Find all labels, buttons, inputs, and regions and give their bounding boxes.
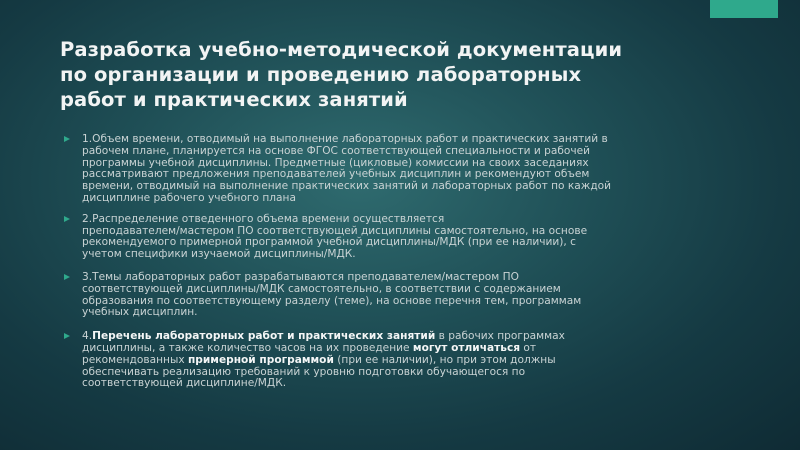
bullet-text: 4. bbox=[82, 330, 93, 343]
bullet-line: 1.Объем времени, отводимый на выполнение лабораторных работ и практических занятий в bbox=[82, 133, 608, 145]
bullet-item-1 bbox=[82, 134, 662, 205]
bullet-text: от bbox=[520, 341, 537, 354]
bullet-text: рекомендованных bbox=[82, 353, 188, 366]
bullet-line bbox=[82, 355, 662, 367]
slide-title bbox=[60, 37, 700, 112]
title-line: работ и практических занятий bbox=[60, 88, 408, 111]
bullet-line: 2.Распределение отведенного объема времени осуществляется bbox=[82, 212, 445, 225]
bullet-bold-text: Перечень лабораторных работ и практических занятий bbox=[92, 330, 436, 343]
bullet-line: учебных дисциплин. bbox=[82, 306, 198, 319]
bullet-line: образования по соответствующему разделу (теме), на основе перечня тем, программам bbox=[82, 294, 582, 307]
bullet-line: 3.Темы лабораторных работ разрабатываются преподавателем/мастером ПО bbox=[82, 270, 519, 283]
bullet-text: (при ее наличии), но при этом должны bbox=[333, 353, 556, 366]
bullet-arrow-icon bbox=[64, 274, 70, 280]
bullet-line: обеспечивать реализацию требований к уровню подготовки обучающегося по bbox=[82, 365, 526, 378]
bullet-item-3 bbox=[82, 272, 662, 319]
bullet-item-4 bbox=[82, 331, 662, 390]
bullet-line: времени, отводимый на выполнение практических занятий и лабораторных работ по каждой bbox=[82, 180, 612, 193]
bullet-line: соответствующей дисциплины/МДК самостоятельно, в соответствии с содержанием bbox=[82, 282, 561, 295]
bullet-arrow-icon bbox=[64, 333, 70, 339]
bullet-text: дисциплины, а также количество часов на их проведение bbox=[82, 341, 413, 354]
bullet-line: программы учебной дисциплины. Предметные (цикловые) комиссии на своих заседаниях bbox=[82, 156, 589, 169]
bullet-line: рекомендуемого примерной программой учебной дисциплины/МДК (при ее наличии), с bbox=[82, 236, 576, 249]
bullet-line: соответствующей дисциплине/МДК. bbox=[82, 377, 287, 390]
bullet-list bbox=[82, 134, 662, 399]
bullet-line: преподавателем/мастером ПО соответствующей дисциплины самостоятельно, на основе bbox=[82, 224, 588, 237]
bullet-line: учетом специфики изучаемой дисциплины/МДК. bbox=[82, 248, 356, 261]
bullet-line: рассматривают предложения преподавателей учебных дисциплин и рекомендуют объем bbox=[82, 168, 590, 181]
bullet-bold-text: могут отличаться bbox=[412, 341, 521, 354]
bullet-text: в рабочих программах bbox=[435, 330, 565, 343]
bullet-line: рабочем плане, планируется на основе ФГОС соответствующей специальности и рабочей bbox=[82, 144, 591, 157]
bullet-bold-text: примерной программой bbox=[187, 353, 334, 366]
bullet-arrow-icon bbox=[64, 136, 70, 142]
title-line: Разработка учебно-методической документации bbox=[60, 38, 623, 61]
bullet-item-2 bbox=[82, 214, 662, 261]
bullet-line: дисциплине рабочего учебного плана bbox=[82, 191, 296, 204]
title-line: по организации и проведению лабораторных bbox=[60, 63, 582, 86]
accent-bar bbox=[710, 0, 778, 18]
bullet-arrow-icon bbox=[64, 216, 70, 222]
